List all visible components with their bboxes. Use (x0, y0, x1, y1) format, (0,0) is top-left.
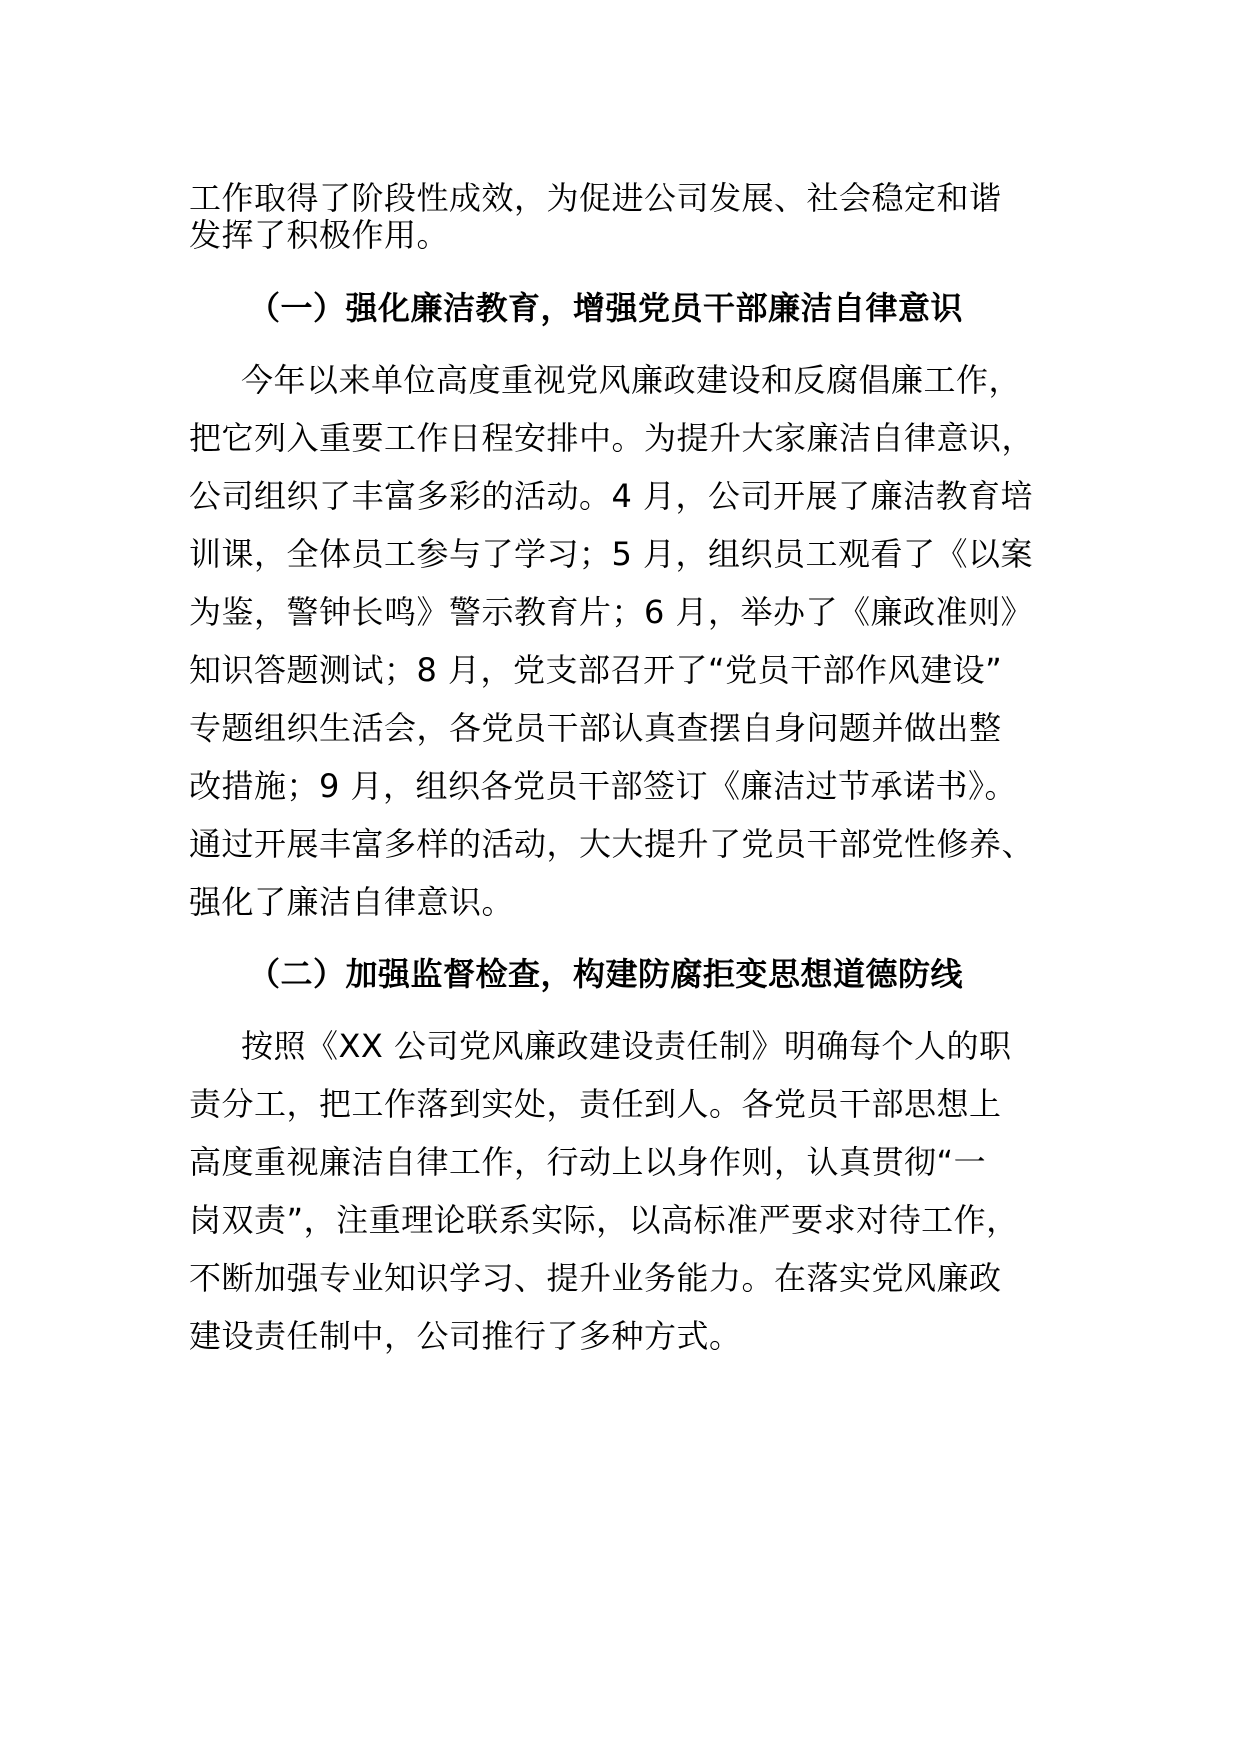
section-1-line-6: 知识答题测试；8 月，党支部召开了“党员干部作风建设” (189, 651, 1003, 689)
section-2-line-3: 高度重视廉洁自律工作，行动上以身作则，认真贯彻“一 (189, 1143, 987, 1181)
section-1-line-4: 训课，全体员工参与了学习；5 月，组织员工观看了《以案 (189, 535, 1034, 573)
section-1-line-7: 专题组织生活会，各党员干部认真查摆自身问题并做出整 (189, 709, 1002, 747)
section-1-line-5: 为鉴，警钟长鸣》警示教育片；6 月，举办了《廉政准则》 (189, 593, 1034, 631)
section-2-line-4: 岗双责”，注重理论联系实际，以高标准严要求对待工作， (189, 1201, 1019, 1239)
section-1-line-9: 通过开展丰富多样的活动，大大提升了党员干部党性修养、 (189, 825, 1035, 863)
section-2-line-1: 按照《XX 公司党风廉政建设责任制》明确每个人的职 (241, 1027, 1012, 1065)
section-2-heading: （二）加强监督检查，构建防腐拒变思想道德防线 (248, 955, 964, 993)
section-1-line-10: 强化了廉洁自律意识。 (189, 883, 515, 921)
section-1-line-1: 今年以来单位高度重视党风廉政建设和反腐倡廉工作， (241, 361, 1022, 399)
section-1-heading: （一）强化廉洁教育，增强党员干部廉洁自律意识 (248, 289, 964, 327)
section-1-line-8: 改措施；9 月，组织各党员干部签订《廉洁过节承诺书》。 (189, 767, 1018, 805)
intro-line-2: 发挥了积极作用。 (189, 216, 450, 254)
section-1-line-3: 公司组织了丰富多彩的活动。4 月，公司开展了廉洁教育培 (189, 477, 1034, 515)
section-2-line-6: 建设责任制中，公司推行了多种方式。 (189, 1317, 742, 1355)
section-2-line-2: 责分工，把工作落到实处，责任到人。各党员干部思想上 (189, 1085, 1002, 1123)
intro-line-1: 工作取得了阶段性成效，为促进公司发展、社会稳定和谐 (189, 179, 1002, 217)
section-2-line-5: 不断加强专业知识学习、提升业务能力。在落实党风廉政 (189, 1259, 1002, 1297)
section-1-line-2: 把它列入重要工作日程安排中。为提升大家廉洁自律意识， (189, 419, 1035, 457)
